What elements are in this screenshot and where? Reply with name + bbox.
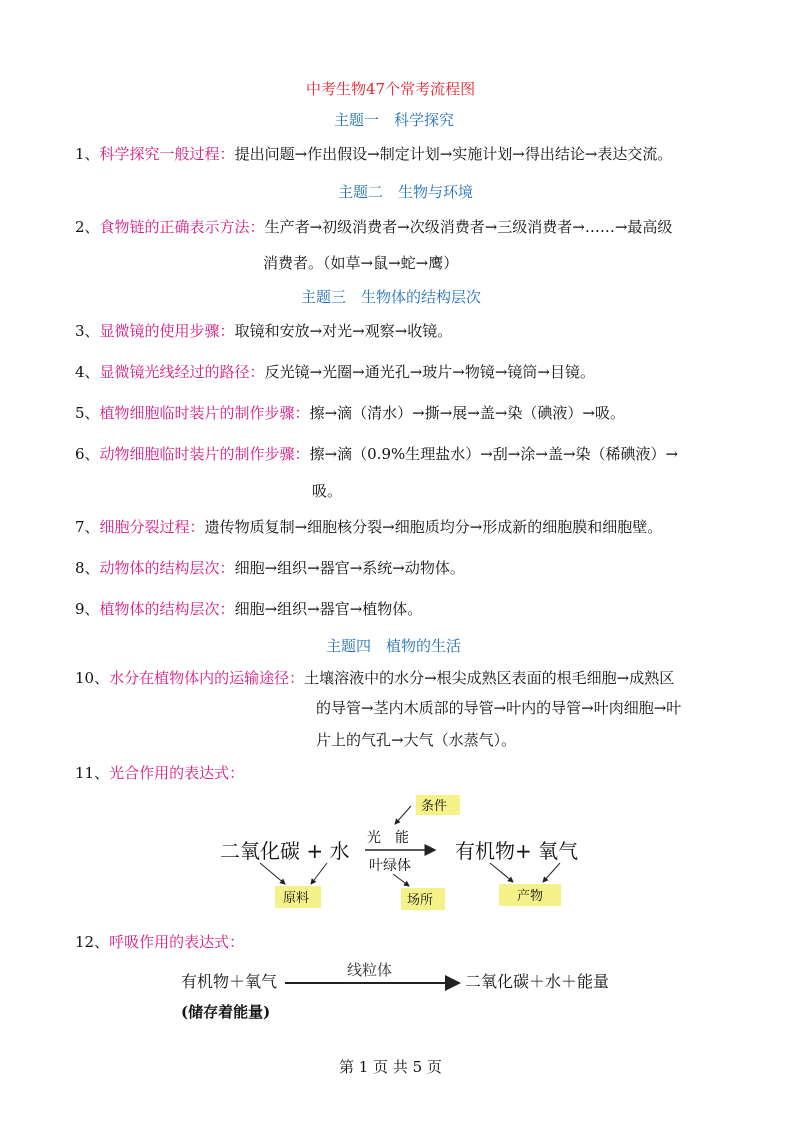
item-1 — [75, 143, 672, 164]
item-number: 12、 — [75, 933, 110, 951]
item-number: 7、 — [75, 518, 100, 536]
section-heading-2: 主题二 生物与环境 — [338, 183, 474, 201]
product-label: 产物 — [517, 889, 544, 904]
item-key: 食物链的正确表示方法： — [99, 218, 265, 236]
photosynthesis-diagram — [215, 790, 595, 920]
item-11 — [75, 762, 244, 783]
raw-label: 原料 — [283, 891, 310, 906]
respiration-note: (储存着能量) — [181, 1003, 271, 1021]
item-key: 动物细胞临时装片的制作步骤： — [99, 445, 310, 463]
item-text: 土壤溶液中的水分→根尖成熟区表面的根毛细胞→成熟区 — [304, 669, 675, 687]
item-key: 光合作用的表达式： — [109, 764, 245, 782]
item-number: 11、 — [75, 764, 110, 782]
item-number: 5、 — [75, 404, 100, 422]
respiration-diagram — [175, 955, 635, 1025]
product-pointer-left — [490, 863, 513, 882]
respiration-mitochondria: 线粒体 — [347, 961, 393, 979]
item-key: 科学探究一般过程： — [99, 145, 235, 163]
section-heading-3: 主题三 生物体的结构层次 — [301, 288, 482, 306]
item-number: 4、 — [75, 363, 100, 381]
item-text: 细胞→组织→器官→系统→动物体。 — [234, 559, 465, 577]
item-text: 擦→滴（清水）→撕→展→盖→染（碘液）→吸。 — [309, 404, 625, 422]
item-2-continued: 消费者。（如草→鼠→蛇→鹰） — [263, 254, 459, 272]
item-12 — [75, 931, 244, 952]
photosynthesis-reactants: 二氧化碳 + 水 — [220, 839, 350, 863]
item-text: 提出问题→作出假设→制定计划→实施计划→得出结论→表达交流。 — [234, 145, 673, 163]
section-heading-4: 主题四 植物的生活 — [326, 637, 462, 655]
item-number: 9、 — [75, 600, 100, 618]
item-text: 取镜和安放→对光→观察→收镜。 — [234, 322, 453, 340]
photosynthesis-chloroplast: 叶绿体 — [369, 858, 411, 874]
item-6-continued: 吸。 — [312, 482, 343, 500]
respiration-products: 二氧化碳＋水＋能量 — [465, 972, 610, 991]
raw-pointer-left — [260, 863, 285, 884]
item-text: 反光镜→光圈→通光孔→玻片→物镜→镜筒→目镜。 — [264, 363, 595, 381]
item-2 — [75, 216, 672, 237]
item-10-continued-2: 片上的气孔→大气（水蒸气）。 — [316, 731, 517, 749]
respiration-reactants: 有机物＋氧气 — [181, 972, 278, 991]
section-heading-1: 主题一 科学探究 — [334, 111, 455, 129]
photosynthesis-products: 有机物+ 氧气 — [455, 839, 579, 863]
product-pointer-right — [543, 863, 560, 882]
item-text: 生产者→初级消费者→次级消费者→三级消费者→……→最高级 — [264, 218, 673, 236]
item-key: 细胞分裂过程： — [99, 518, 205, 536]
condition-label: 条件 — [421, 799, 448, 814]
item-key: 显微镜光线经过的路径： — [99, 363, 265, 381]
item-key: 呼吸作用的表达式： — [109, 933, 245, 951]
item-10-continued: 的导管→茎内木质部的导管→叶内的导管→叶肉细胞→叶 — [316, 699, 682, 717]
item-key: 水分在植物体内的运输途径： — [109, 669, 305, 687]
item-3 — [75, 320, 452, 341]
photosynthesis-light: 光 能 — [367, 830, 409, 846]
page-title: 中考生物47个常考流程图 — [306, 80, 476, 98]
item-text: 细胞→组织→器官→植物体。 — [234, 600, 423, 618]
site-label: 场所 — [407, 893, 434, 908]
item-key: 动物体的结构层次： — [99, 559, 235, 577]
item-number: 3、 — [75, 322, 100, 340]
raw-pointer-right — [311, 863, 327, 884]
item-5 — [75, 402, 625, 423]
item-number: 10、 — [75, 669, 110, 687]
item-key: 植物细胞临时装片的制作步骤： — [99, 404, 310, 422]
item-9 — [75, 598, 422, 619]
item-text: 擦→滴（0.9%生理盐水）→刮→涂→盖→染（稀碘液）→ — [309, 445, 679, 463]
condition-pointer — [395, 806, 411, 824]
item-number: 8、 — [75, 559, 100, 577]
item-number: 2、 — [75, 218, 100, 236]
item-7 — [75, 516, 662, 537]
item-text: 遗传物质复制→细胞核分裂→细胞质均分→形成新的细胞膜和细胞壁。 — [204, 518, 663, 536]
site-pointer — [393, 874, 409, 886]
item-8 — [75, 557, 465, 578]
page-footer: 第 1 页 共 5 页 — [339, 1058, 442, 1076]
item-6 — [75, 443, 678, 464]
item-key: 植物体的结构层次： — [99, 600, 235, 618]
item-number: 1、 — [75, 145, 100, 163]
item-10 — [75, 667, 674, 688]
item-4 — [75, 361, 595, 382]
item-number: 6、 — [75, 445, 100, 463]
item-key: 显微镜的使用步骤： — [99, 322, 235, 340]
